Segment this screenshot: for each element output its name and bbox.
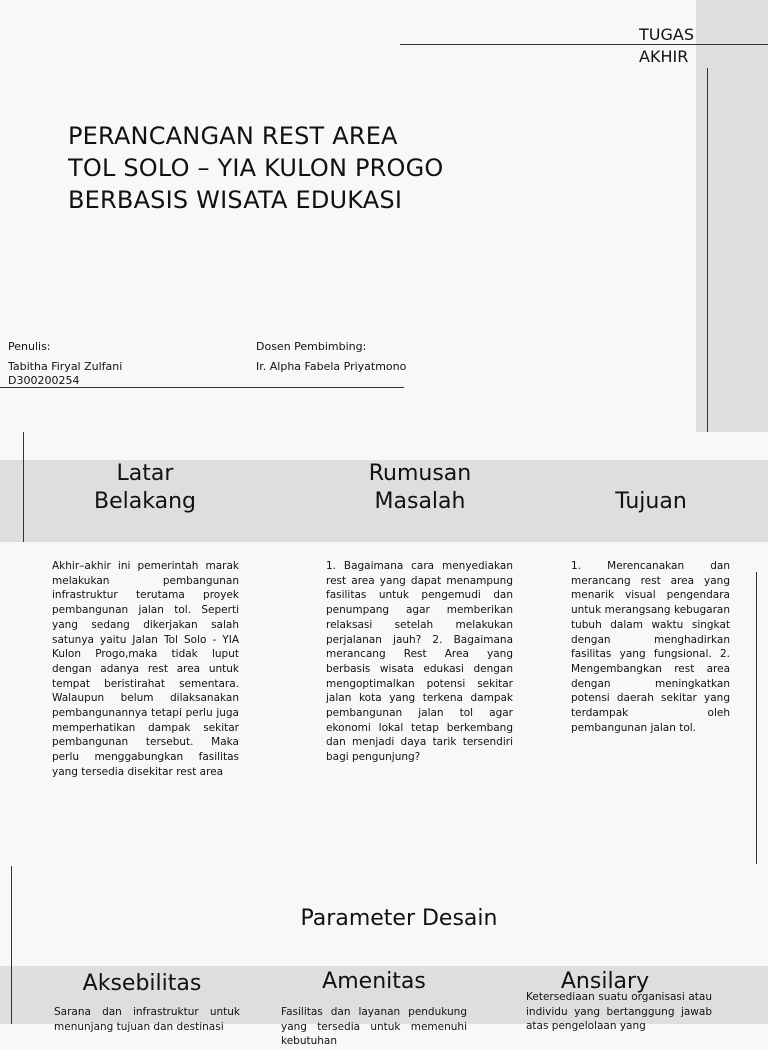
heading-line: Tujuan [615, 489, 687, 514]
heading-line: Masalah [374, 489, 466, 514]
top-divider [400, 44, 768, 45]
tag-line-1: TUGAS [639, 25, 694, 44]
parameter-body-ansilary: Ketersediaan suatu organisasi atau individu yang bertanggung jawab atas pengelolaan yang [526, 991, 712, 1033]
heading-line: Latar [116, 461, 174, 486]
advisor-name: Ir. Alpha Fabela Priyatmono [256, 360, 407, 373]
heading-line: Belakang [94, 489, 196, 514]
title-line-3: BERBASIS WISATA EDUKASI [68, 186, 403, 214]
heading-tujuan [566, 488, 736, 516]
tag-line-2: AKHIR [639, 47, 689, 66]
right-vertical-line [707, 68, 708, 432]
tujuan-text: 1. Merencanakan dan merancang rest area yang menarik visual pengendara untuk merangsang kebugaran tubuh dalam waktu singkat dengan menghadirkan fasilitas yang fungsional. 2. Mengembangkan rest area dengan meningkatkan potensi daerah sekitar yang terdampak oleh pembangunan jalan tol. [571, 560, 730, 734]
parameter-title: Parameter Desain [300, 906, 498, 931]
parameter-body-amenitas: Fasilitas dan layanan pendukung yang tersedia untuk memenuhi kebutuhan [281, 1006, 467, 1048]
right-column-line [756, 572, 757, 864]
heading-line: Rumusan [368, 461, 472, 486]
left-vertical-line [23, 432, 24, 542]
parameter-heading-aksebilitas: Aksebilitas [82, 971, 202, 996]
parameter-body-aksebilitas: Sarana dan infrastruktur untuk menunjang tujuan dan destinasi [54, 1006, 240, 1033]
rumusan-masalah-text: 1. Bagaimana cara menyediakan rest area yang dapat menampung fasilitas untuk pengemudi dan penumpang agar memberikan relaksasi setelah melakukan perjalanan jauh? 2. Bagaimana merancang Rest Area yang berbasis wisata edukasi dengan mengoptimalkan potensi sekitar jalan kota yang terkena dampak pembangunan jalan tol agar ekonomi lokal tetap berkembang dan menjadi daya tarik tersendiri bagi pengunjung? [326, 560, 513, 764]
author-label: Penulis: [8, 340, 51, 353]
title-line-2: TOL SOLO – YIA KULON PROGO [68, 154, 444, 182]
author-name: Tabitha Firyal Zulfani [8, 360, 123, 373]
advisor-label: Dosen Pembimbing: [256, 340, 367, 353]
heading-latar-belakang [60, 460, 230, 516]
page-title [68, 120, 628, 216]
latar-belakang-text: Akhir–akhir ini pemerintah marak melakukan pembangunan infrastruktur terutama proyek pembangunan jalan tol. Seperti yang sedang dikerjakan salah satunya yaitu Jalan Tol Solo - YIA Kulon Progo,maka tidak luput dengan adanya rest area untuk tempat beristirahat sementara. Walaupun belum dilaksanakan pembangunannya tetapi perlu juga memperhatikan dampak sekitar pembangunan tersebut. Maka perlu menggabungkan fasilitas yang tersedia disekitar rest area [52, 560, 239, 778]
parameter-body-clip-3 [526, 990, 712, 1033]
document-tag [639, 24, 699, 68]
title-line-1: PERANCANGAN REST AREA [68, 122, 398, 150]
parameter-heading-ansilary: Ansilary [560, 969, 650, 994]
bottom-left-line [11, 866, 12, 1024]
parameter-body-clip-1 [54, 1005, 240, 1033]
author-id: D300200254 [8, 374, 80, 387]
parameter-body-clip-2 [281, 1005, 467, 1048]
heading-rumusan-masalah [335, 460, 505, 516]
parameter-heading-amenitas: Amenitas [322, 969, 426, 994]
